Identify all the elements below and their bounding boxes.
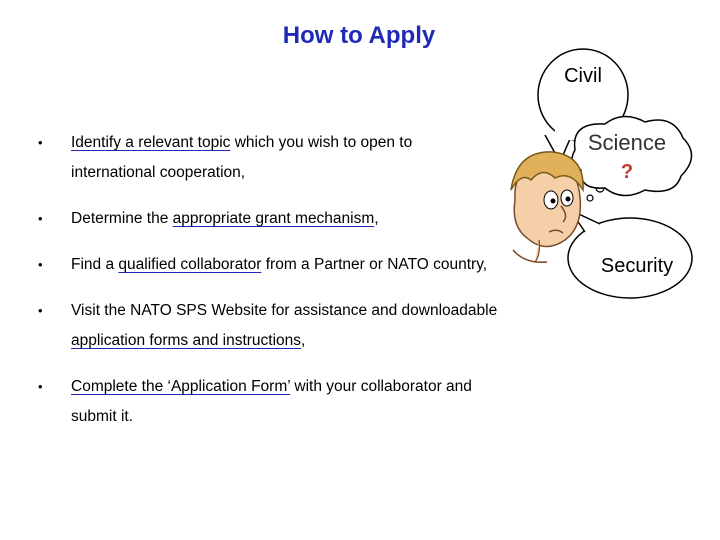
bullet-icon: • bbox=[38, 303, 43, 318]
list-item-text: with your collaborator and submit it. bbox=[71, 378, 472, 425]
list-item-text: , bbox=[374, 210, 379, 227]
science-label: Science bbox=[587, 130, 667, 155]
list-item bbox=[38, 204, 498, 234]
list-item bbox=[38, 128, 498, 188]
science-thought-cloud bbox=[572, 116, 691, 195]
thinking-person-illustration bbox=[505, 40, 715, 300]
page-title: How to Apply bbox=[282, 22, 436, 49]
bullet-icon: • bbox=[38, 211, 43, 226]
collaborator-link[interactable]: qualified collaborator bbox=[118, 256, 262, 273]
bullet-icon: • bbox=[38, 379, 43, 394]
security-thought-bubble bbox=[568, 210, 692, 298]
list-item-text: which you wish to open to international cooperation, bbox=[71, 134, 413, 181]
application-forms-link[interactable]: application forms and instructions bbox=[71, 332, 302, 349]
bullet-icon: • bbox=[38, 257, 43, 272]
list-item-text: Find a bbox=[71, 256, 119, 273]
thought-dot bbox=[587, 195, 593, 201]
list-item-text: , bbox=[301, 332, 306, 349]
list-item-text: Determine the bbox=[71, 210, 173, 227]
bullet-icon: • bbox=[38, 135, 43, 150]
topic-link[interactable]: Identify a relevant topic bbox=[71, 134, 231, 151]
list-item-text: Visit the NATO SPS Website for assistance and downloadable bbox=[71, 302, 498, 319]
list-item-text: from a Partner or NATO country, bbox=[261, 256, 488, 273]
question-mark-icon: ? bbox=[620, 161, 634, 183]
application-form-link[interactable]: Complete the ‘Application Form’ bbox=[71, 378, 291, 395]
list-item bbox=[38, 296, 498, 356]
list-item bbox=[38, 250, 498, 280]
civil-label: Civil bbox=[564, 65, 602, 87]
list-item bbox=[38, 372, 498, 432]
security-label: Security bbox=[600, 255, 674, 277]
bullet-list bbox=[38, 128, 498, 448]
grant-mechanism-link[interactable]: appropriate grant mechanism bbox=[172, 210, 375, 227]
